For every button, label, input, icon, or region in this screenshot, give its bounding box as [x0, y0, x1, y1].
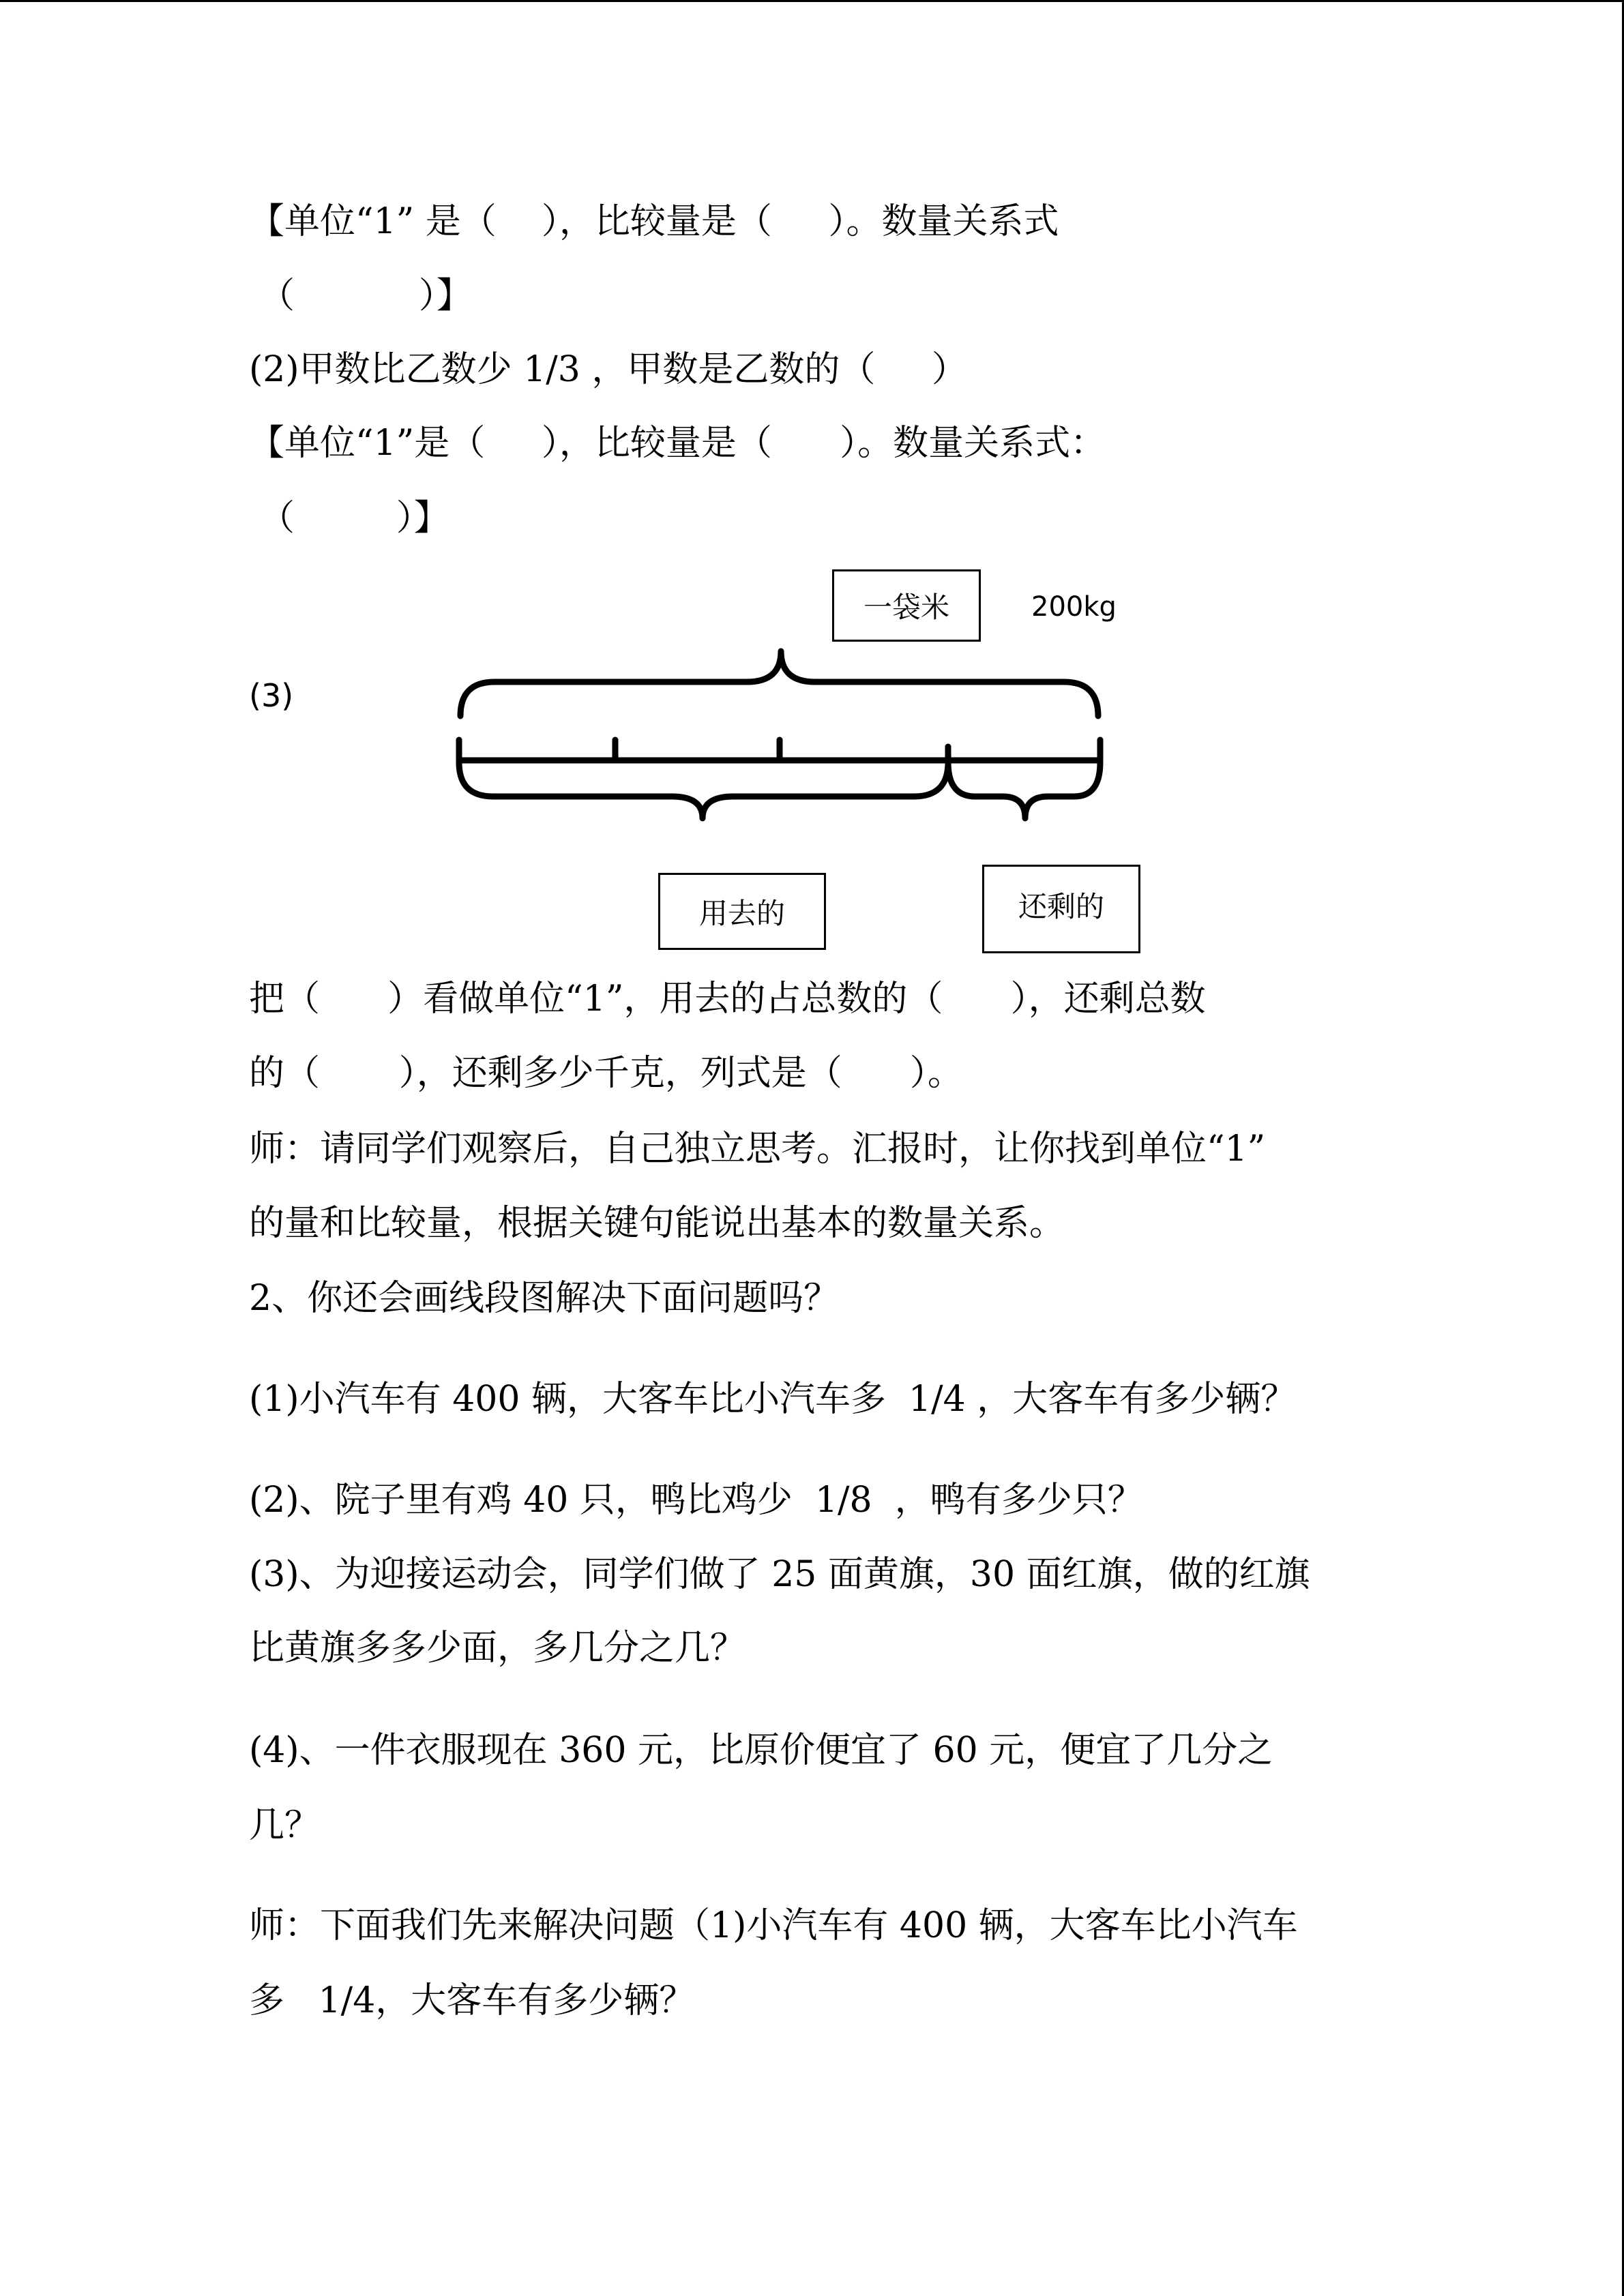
- text-line-17: 师：下面我们先来解决问题（1)小汽车有 400 辆，大客车比小汽车: [249, 1905, 1298, 1946]
- text-line-15: (4)、一件衣服现在 360 元，比原价便宜了 60 元，便宜了几分之: [249, 1730, 1273, 1771]
- top-brace: [460, 651, 1098, 716]
- text-line-6: 把（ ）看做单位“1”，用去的占总数的（ ），还剩总数: [249, 979, 1206, 1019]
- text-line-11: (1)小汽车有 400 辆，大客车比小汽车多 1/4 ，大客车有多少辆？: [249, 1379, 1297, 1420]
- used-box: 用去的: [658, 873, 826, 950]
- text-line-2: （ ）】: [259, 275, 472, 316]
- total-value: 200kg: [1031, 591, 1117, 623]
- remaining-box: 还剩的: [982, 865, 1140, 953]
- text-line-9: 的量和比较量，根据关键句能说出基本的数量关系。: [249, 1203, 1065, 1244]
- text-line-1: 【单位“1” 是（ ），比较量是（ ）。数量关系式: [249, 201, 1059, 242]
- text-line-5: （ ）】: [259, 498, 449, 539]
- diagram-label: (3): [249, 677, 294, 714]
- remaining-brace: [948, 762, 1100, 818]
- text-line-16: 几？: [249, 1805, 321, 1846]
- text-line-13: (3)、为迎接运动会，同学们做了 25 面黄旗，30 面红旗，做的红旗: [249, 1554, 1310, 1595]
- text-line-8: 师：请同学们观察后，自己独立思考。汇报时，让你找到单位“1”: [249, 1129, 1266, 1169]
- used-brace: [459, 762, 948, 818]
- text-line-14: 比黄旗多多少面，多几分之几？: [249, 1628, 746, 1669]
- text-line-3: (2)甲数比乙数少 1/3 ，甲数是乙数的（ ）: [249, 349, 968, 390]
- text-line-18: 多 1/4，大客车有多少辆？: [249, 1980, 695, 2021]
- text-line-10: 2、你还会画线段图解决下面问题吗？: [249, 1278, 840, 1319]
- text-line-4: 【单位“1”是（ ），比较量是（ ）。数量关系式：: [249, 423, 1106, 464]
- text-line-7: 的（ ），还剩多少千克，列式是（ ）。: [249, 1053, 963, 1094]
- text-line-12: (2)、院子里有鸡 40 只，鸭比鸡少 1/8 ，鸭有多少只？: [249, 1480, 1143, 1521]
- total-box: 一袋米: [832, 569, 981, 642]
